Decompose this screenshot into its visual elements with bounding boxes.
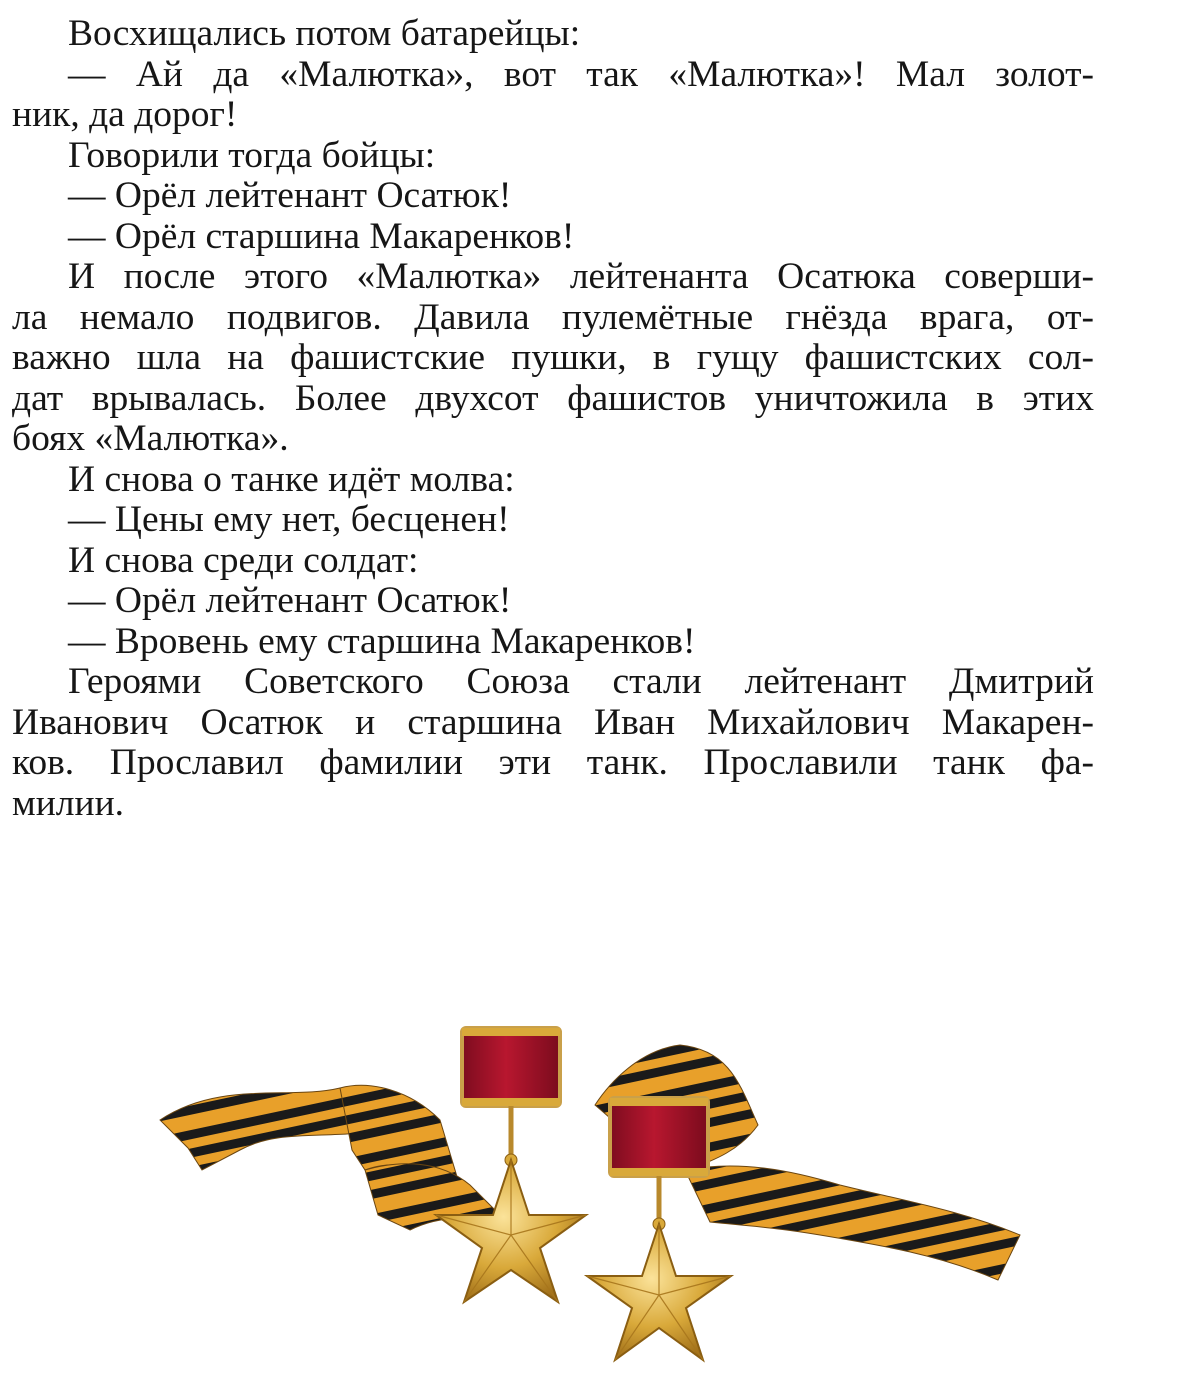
text-line: И снова среди солдат: [68,539,419,581]
gold-star-medal-left [436,1028,586,1302]
text-line: — Орёл лейтенант Осатюк! [68,580,512,621]
text-line: боях «Малютка». [12,418,289,459]
text-line: Восхищались потом батарейцы: [68,13,581,54]
hero-medals-illustration [140,1010,1040,1390]
text-line: — Вровень ему старшина Макаренков! [68,620,696,662]
text-line: милии. [12,782,125,824]
text-line: ник, да дорог! [12,94,238,135]
story-text [12,14,1094,824]
text-line: — Орёл лейтенант Осатюк! [68,175,512,216]
text-line: дат врывалась. Более двухсот фашистов уничтожила в этих [12,377,1094,419]
text-line: Иванович Осатюк и старшина Иван Михайлович Макарен- [12,701,1094,743]
text-line: И снова о танке идёт молва: [68,458,515,500]
text-line: Говорили тогда бойцы: [68,134,436,176]
text-line: Героями Советского Союза стали лейтенант Дмитрий [68,661,1094,702]
text-line: ков. Прославил фамилии эти танк. Прославили танк фа- [12,742,1094,783]
text-line: — Орёл старшина Макаренков! [68,215,575,257]
text-line: — Ай да «Малютка», вот так «Малютка»! Мал золот- [68,53,1094,95]
text-line: ла немало подвигов. Давила пулемётные гнёзда врага, от- [12,296,1094,338]
text-line: важно шла на фашистские пушки, в гущу фашистских сол- [12,337,1094,378]
st-george-ribbon [160,1045,1020,1280]
text-line: И после этого «Малютка» лейтенанта Осатюка соверши- [68,256,1094,297]
text-line: — Цены ему нет, бесценен! [68,499,510,540]
gold-star-medal-right [587,1098,731,1360]
